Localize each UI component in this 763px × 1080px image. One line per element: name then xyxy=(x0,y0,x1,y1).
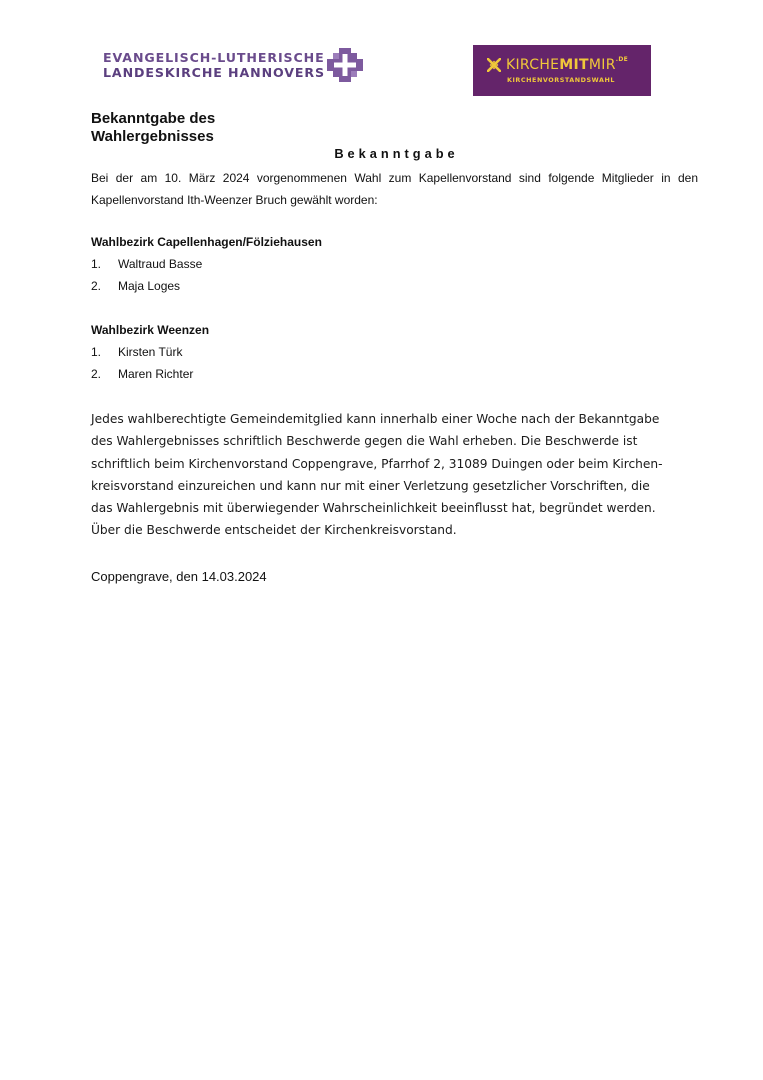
heading-line-1: Bekanntgabe des xyxy=(91,110,216,127)
cross-logo-icon xyxy=(327,48,363,82)
member-item xyxy=(91,279,180,293)
district-title: Wahlbezirk Capellenhagen/Fölziehausen xyxy=(91,235,322,249)
notice-line: des Wahlergebnisses schriftlich Beschwerde gegen die Wahl erheben. Die Beschwerde ist xyxy=(91,434,638,449)
landeskirche-logo xyxy=(103,48,363,82)
notice-line: Über die Beschwerde entscheidet der Kirchenkreisvorstand. xyxy=(91,523,457,538)
logo-text-line1: EVANGELISCH-LUTHERISCHE xyxy=(103,50,325,65)
member-number: 2. xyxy=(91,279,102,293)
logo-brand-text: $KIRCHEMITMIR^{.DE}$ xyxy=(506,56,628,73)
member-number: 1. xyxy=(91,345,102,359)
member-name: Kirsten Türk xyxy=(118,345,183,359)
member-item xyxy=(91,367,193,381)
kirche-mit-mir-logo xyxy=(473,45,651,96)
notice-line: schriftlich beim Kirchenvorstand Coppengrave, Pfarrhof 2, 31089 Duingen oder beim Kirchen- xyxy=(91,456,663,471)
member-name: Maja Loges xyxy=(118,279,181,293)
member-item xyxy=(91,345,182,359)
member-name: Waltraud Basse xyxy=(118,257,203,271)
district-title: Wahlbezirk Weenzen xyxy=(91,323,210,337)
spaced-title: Bekanntgabe xyxy=(334,146,459,161)
notice-line: kreisvorstand einzureichen und kann nur mit einer Verletzung gesetzlicher Vorschriften, die xyxy=(91,478,650,493)
notice-line: das Wahlergebnis mit überwiegender Wahrscheinlichkeit beeinflusst hat, begründet werden. xyxy=(91,501,656,516)
logo-subtitle: KIRCHENVORSTANDSWAHL xyxy=(507,76,615,84)
intro-line-1: Bei der am 10. März 2024 vorgenommenen Wahl zum Kapellenvorstand sind folgende Mitglieder in den xyxy=(91,171,698,185)
member-item xyxy=(91,257,202,271)
member-number: 1. xyxy=(91,257,102,271)
intro-line-2: Kapellenvorstand Ith-Weenzer Bruch gewählt worden: xyxy=(91,193,378,207)
place-and-date: Coppengrave, den 14.03.2024 xyxy=(91,569,267,584)
document-heading xyxy=(91,110,215,146)
notice-line: Jedes wahlberechtigte Gemeindemitglied kann innerhalb einer Woche nach der Bekanntgabe xyxy=(91,412,660,426)
x-mark-logo-icon xyxy=(487,58,501,72)
logo-text-line2: LANDESKIRCHE HANNOVERS xyxy=(103,65,326,80)
complaint-notice-paragraph xyxy=(91,408,711,542)
heading-line-2: Wahlergebnisses xyxy=(91,128,214,145)
member-name: Maren Richter xyxy=(118,367,194,381)
member-number: 2. xyxy=(91,367,102,381)
intro-paragraph xyxy=(91,167,698,211)
